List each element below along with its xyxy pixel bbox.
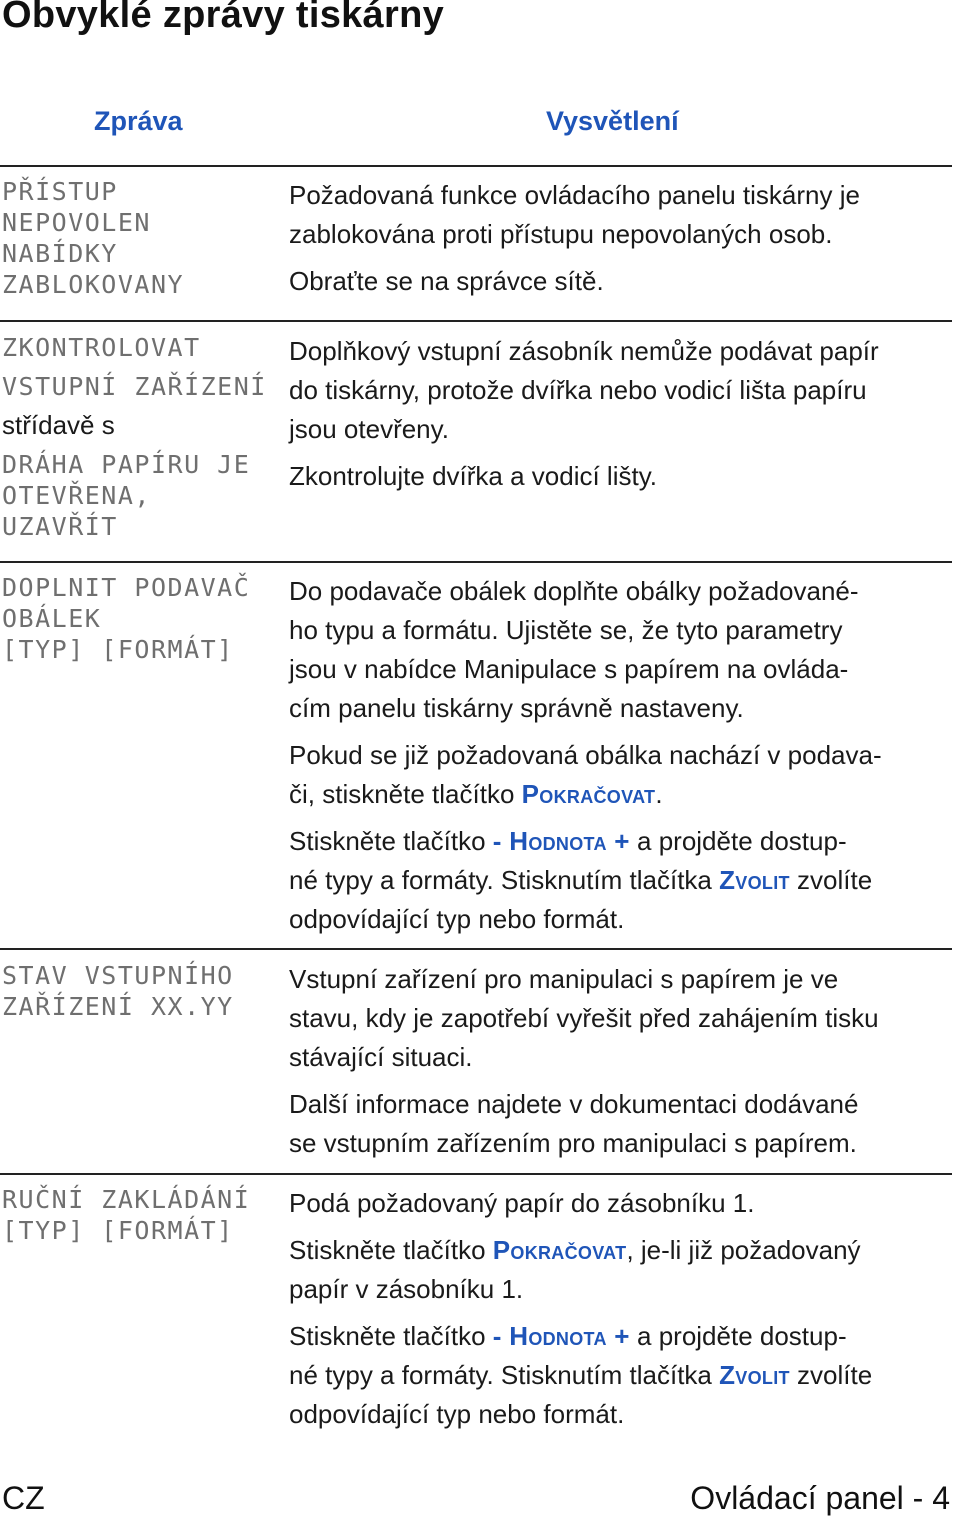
text-fragment: Stiskněte tlačítko: [289, 1321, 493, 1351]
text-line: zablokována proti přístupu nepovolaných osob.: [289, 219, 833, 249]
explanation-paragraph: [289, 457, 954, 496]
divider: [0, 948, 952, 950]
text-line: cím panelu tiskárny správně nastaveny.: [289, 693, 744, 723]
divider: [0, 320, 952, 322]
text-line: papír v zásobníku 1.: [289, 1274, 524, 1304]
text-line: Podá požadovaný papír do zásobníku 1.: [289, 1188, 755, 1218]
text-fragment: a projděte dostup-: [629, 1321, 847, 1351]
text-fragment: Stiskněte tlačítko: [289, 1235, 493, 1265]
text-fragment: né typy a formáty. Stisknutím tlačítka: [289, 1360, 720, 1390]
divider: [0, 1173, 952, 1175]
text-fragment: a projděte dostup-: [629, 826, 847, 856]
explanation-paragraph: [289, 822, 954, 939]
text-line: stávající situaci.: [289, 1042, 473, 1072]
lcd-line: NABÍDKY: [2, 239, 118, 268]
key-name-zvolit: Zvolit: [719, 865, 790, 895]
explanation-paragraph: [289, 1317, 954, 1434]
explanation-paragraph: [289, 262, 954, 301]
text-fragment: Stiskněte tlačítko: [289, 826, 493, 856]
lcd-line: ZABLOKOVANY: [2, 270, 185, 299]
divider: [0, 165, 952, 167]
key-name-pokracovat: Pokračovat: [521, 779, 656, 809]
footer-language: CZ: [2, 1480, 45, 1516]
lcd-line: OTEVŘENA,: [2, 481, 151, 510]
text-line: Obraťte se na správce sítě.: [289, 266, 604, 296]
explanation-cell: [289, 960, 954, 1171]
explanation-paragraph: [289, 176, 954, 254]
text-line: Vstupní zařízení pro manipulaci s papírem je ve: [289, 964, 839, 994]
key-name-zvolit: Zvolit: [719, 1360, 790, 1390]
lcd-line: PŘÍSTUP: [2, 177, 118, 206]
text-line: jsou otevřeny.: [289, 414, 449, 444]
lcd-line: ZKONTROLOVAT: [2, 333, 201, 362]
lcd-line: [TYP] [FORMÁT]: [2, 635, 234, 664]
key-name-hodnota: - Hodnota +: [492, 826, 630, 856]
explanation-paragraph: [289, 736, 954, 814]
explanation-paragraph: [289, 1184, 954, 1223]
text-fragment: , je-li již požadovaný: [626, 1235, 861, 1265]
key-name-pokracovat: Pokračovat: [492, 1235, 627, 1265]
lcd-line: VSTUPNÍ ZAŘÍZENÍ: [2, 372, 267, 401]
text-fragment: zvolíte: [789, 1360, 873, 1390]
column-header-explanation: Vysvětlení: [546, 106, 679, 136]
lcd-line: UZAVŘÍT: [2, 512, 118, 541]
text-line: do tiskárny, protože dvířka nebo vodicí lišta papíru: [289, 375, 867, 405]
text-line: Do podavače obálek doplňte obálky požadované-: [289, 576, 859, 606]
lcd-line: ZAŘÍZENÍ XX.YY: [2, 992, 234, 1021]
text-line: Doplňkový vstupní zásobník nemůže podávat papír: [289, 336, 879, 366]
explanation-cell: [289, 176, 954, 309]
explanation-paragraph: [289, 1231, 954, 1309]
text-line: Požadovaná funkce ovládacího panelu tiskárny je: [289, 180, 860, 210]
text-fragment: .: [655, 779, 663, 809]
text-line: stavu, kdy je zapotřebí vyřešit před zahájením tisku: [289, 1003, 879, 1033]
divider: [0, 561, 952, 563]
text-fragment: né typy a formáty. Stisknutím tlačítka: [289, 865, 720, 895]
text-line: Další informace najdete v dokumentaci dodávané: [289, 1089, 859, 1119]
explanation-cell: [289, 332, 954, 504]
lcd-line: RUČNÍ ZAKLÁDÁNÍ: [2, 1185, 251, 1214]
text-line: odpovídající typ nebo formát.: [289, 1399, 625, 1429]
text-line: ho typu a formátu. Ujistěte se, že tyto parametry: [289, 615, 843, 645]
message-cell: [2, 1184, 277, 1246]
message-cell: [2, 176, 277, 300]
lcd-line: NEPOVOLEN: [2, 208, 151, 237]
text-line: Zkontrolujte dvířka a vodicí lišty.: [289, 461, 657, 491]
message-cell: [2, 572, 277, 665]
lcd-line: OBÁLEK: [2, 604, 102, 633]
key-name-hodnota: - Hodnota +: [492, 1321, 630, 1351]
lcd-line: DRÁHA PAPÍRU JE: [2, 450, 251, 479]
text-line: odpovídající typ nebo formát.: [289, 904, 625, 934]
explanation-paragraph: [289, 1085, 954, 1163]
page-title: Obvyklé zprávy tiskárny: [2, 0, 445, 36]
explanation-paragraph: [289, 960, 954, 1077]
lcd-line: STAV VSTUPNÍHO: [2, 961, 234, 990]
lcd-line: [TYP] [FORMÁT]: [2, 1216, 234, 1245]
explanation-paragraph: [289, 332, 954, 449]
explanation-cell: [289, 1184, 954, 1442]
column-header-message: Zpráva: [94, 106, 183, 136]
explanation-cell: [289, 572, 954, 947]
message-cell: [2, 960, 277, 1022]
message-cell: [2, 332, 277, 542]
text-line: se vstupním zařízením pro manipulaci s papírem.: [289, 1128, 857, 1158]
footer-page-label: Ovládací panel - 4: [690, 1480, 950, 1516]
text-fragment: či, stiskněte tlačítko: [289, 779, 522, 809]
explanation-paragraph: [289, 572, 954, 728]
message-note: střídavě s: [2, 410, 115, 440]
text-line: Pokud se již požadovaná obálka nachází v podava-: [289, 740, 882, 770]
text-line: jsou v nabídce Manipulace s papírem na ovláda-: [289, 654, 849, 684]
text-fragment: zvolíte: [789, 865, 873, 895]
lcd-line: DOPLNIT PODAVAČ: [2, 573, 251, 602]
